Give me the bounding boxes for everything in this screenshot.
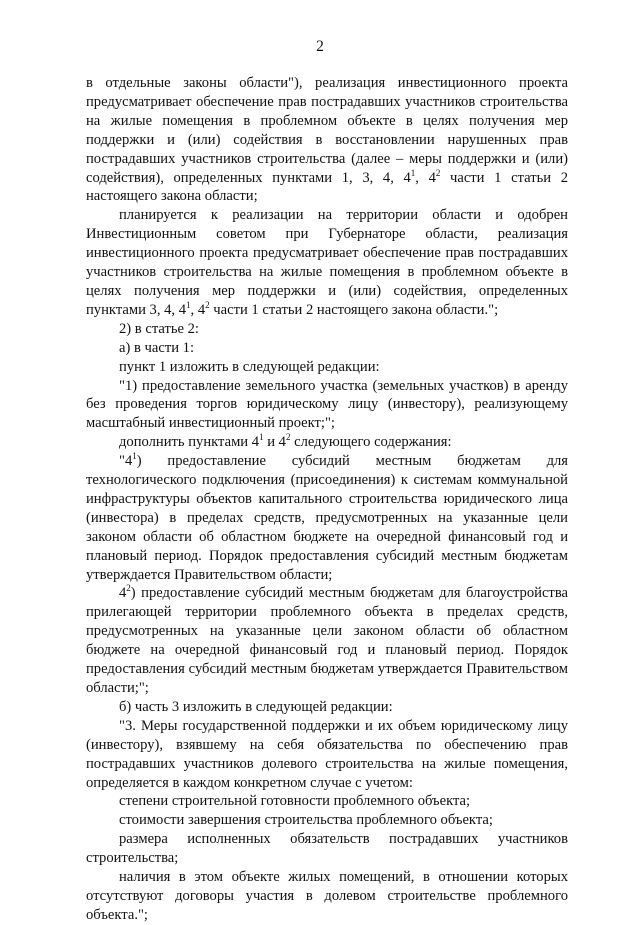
paragraph-15: наличия в этом объекте жилых помещений, в отношении которых отсутствуют договоры участия в долевом строительстве проблемного объекта."; bbox=[86, 869, 568, 923]
superscript-index: 2 bbox=[435, 167, 441, 178]
document-body bbox=[86, 74, 568, 925]
paragraph-9: $4^2$) предоставление субсидий местным бюджетам для благоустройства прилегающей территории проблемного объекта в пределах средств, предусмотренных на указанные цели законом области об областном бюджете на очередной финансовый год и плановый период. Порядок предоставления субсидий местным бюджетам утверждается Правительством области;"; bbox=[86, 583, 568, 696]
superscript-index: 1 bbox=[186, 299, 191, 310]
paragraph-14: размера исполненных обязательств пострадавших участников строительства; bbox=[86, 831, 568, 867]
paragraph-5: пункт 1 изложить в следующей редакции: bbox=[119, 358, 380, 375]
superscript-index: 2 bbox=[285, 432, 291, 443]
paragraph-6: "1) предоставление земельного участка (земельных участков) в аренду без проведения торгов юридическому лицу (инвестору), реализующему масштабный инвестиционный проект;"; bbox=[86, 377, 568, 432]
page-number: 2 bbox=[316, 38, 324, 55]
superscript-index: 2 bbox=[126, 583, 131, 594]
paragraph-13: стоимости завершения строительства проблемного объекта; bbox=[119, 812, 493, 829]
paragraph-11: "3. Меры государственной поддержки и их объем юридическому лицу (инвестору), взявшему на себя обязательства по обеспечению прав пострадавших участников долевого строительства на жилые помещения, определяется в каждом конкретном случае с учетом: bbox=[86, 717, 568, 791]
superscript-index: 2 bbox=[205, 299, 210, 310]
superscript-index: 1 bbox=[132, 451, 137, 462]
paragraph-4: а) в части 1: bbox=[119, 339, 195, 356]
superscript-index: 1 bbox=[410, 167, 416, 178]
paragraph-1: в отдельные законы области"), реализация инвестиционного проекта предусматривает обеспечение прав пострадавших участников строительства на жилые помещения в проблемном объекте в целях получения мер поддержки и (или) содействия в восстановлении нарушенных прав пострадавших участников строительства (далее – меры поддержки и (или) содействия), определенных пунктами 1, 3, 4, $4^1$, $4^2$ части 1 статьи 2 настоящего закона области; bbox=[86, 75, 568, 205]
paragraph-12: степени строительной готовности проблемного объекта; bbox=[119, 793, 471, 810]
paragraph-2: планируется к реализации на территории области и одобрен Инвестиционным советом при Губернаторе области, реализация инвестиционного проекта предусматривает обеспечение прав пострадавших участников строительства на жилые помещения в проблемном объекте в целях получения мер поддержки и (или) содействия, определенных пунктами 3, 4, $4^1$, $4^2$ части 1 статьи 2 настоящего закона области."; bbox=[86, 207, 568, 318]
paragraph-3: 2) в статье 2: bbox=[119, 320, 199, 337]
paragraph-8: "$4^1$) предоставление субсидий местным бюджетам для технологического подключения (присоединения) к системам коммунальной инфраструктуры объектов капитального строительства юридического лица (инвестора) в пределах средств, предусмотренных на указанные цели законом области об областном бюджете на очередной финансовый год и плановый период. Порядок предоставления субсидий местным бюджетам утверждается Правительством области; bbox=[86, 451, 568, 583]
superscript-index: 1 bbox=[259, 432, 264, 443]
paragraph-7: дополнить пунктами $4^1$ и $4^2$ следующего содержания: bbox=[119, 432, 452, 451]
paragraph-10: б) часть 3 изложить в следующей редакции: bbox=[119, 698, 393, 715]
